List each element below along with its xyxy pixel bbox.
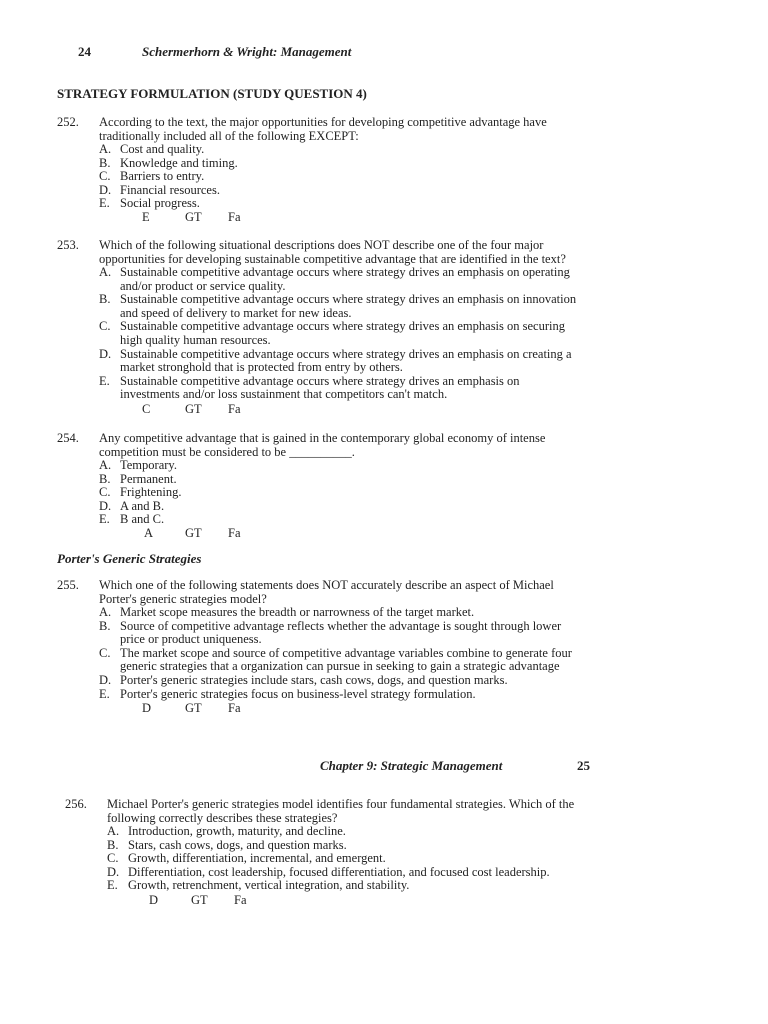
options-list: [99, 606, 572, 701]
chapter-title: Chapter 9: Strategic Management: [320, 758, 503, 773]
question-type: GT: [185, 526, 202, 540]
difficulty: Fa: [228, 526, 241, 540]
question-stem: Which of the following situational descriptions does NOT describe one of the four major opportunities for developing sustainable competitive advantage that are identified in the text?: [99, 238, 566, 266]
option-e: E. B and C.: [99, 512, 165, 527]
option-e: E. Growth, retrenchment, vertical integration, and stability.: [107, 878, 410, 893]
option-c: C. Barriers to entry.: [99, 169, 205, 184]
difficulty: Fa: [228, 402, 241, 416]
page-number-bottom: 25: [577, 758, 590, 773]
options-list: [99, 459, 181, 527]
options-list: [107, 825, 550, 893]
question-type: GT: [191, 893, 208, 907]
answer-key: D: [149, 893, 159, 907]
difficulty: Fa: [228, 210, 241, 224]
option-b: B. Knowledge and timing.: [99, 155, 238, 170]
section-title: STRATEGY FORMULATION (STUDY QUESTION 4): [57, 86, 367, 101]
option-c: C. Sustainable competitive advantage occurs where strategy drives an emphasis on securing high quality human resources.: [99, 319, 565, 347]
option-c: C. The market scope and source of competitive advantage variables combine to generate four generic strategies that a organization can pursue in seeking to gain a strategic advantage: [99, 645, 572, 674]
question-stem: Michael Porter's generic strategies model identifies four fundamental strategies. Which of the following correctly describes these strategies?: [107, 797, 575, 825]
question-number: 255.: [57, 578, 79, 592]
option-d: D. Sustainable competitive advantage occurs where strategy drives an emphasis on creating a market stronghold that is protected from entry by others.: [99, 346, 572, 375]
option-d: D. Differentiation, cost leadership, focused differentiation, and focused cost leadership.: [107, 864, 550, 879]
option-a: A. Introduction, growth, maturity, and decline.: [107, 824, 346, 838]
question-stem: Which one of the following statements does NOT accurately describe an aspect of Michael Porter's generic strategies model?: [99, 578, 554, 606]
difficulty: Fa: [234, 893, 247, 907]
question-number: 256.: [65, 797, 87, 811]
difficulty: Fa: [228, 701, 241, 715]
book-title: Schermerhorn & Wright: Management: [142, 44, 352, 59]
option-d: D. Porter's generic strategies include stars, cash cows, dogs, and question marks.: [99, 672, 508, 687]
option-b: B. Stars, cash cows, dogs, and question marks.: [107, 837, 347, 852]
option-c: C. Growth, differentiation, incremental, and emergent.: [107, 851, 386, 866]
question-number: 253.: [57, 238, 79, 252]
question-number: 254.: [57, 431, 79, 445]
option-d: D. A and B.: [99, 498, 165, 513]
option-d: D. Financial resources.: [99, 182, 220, 197]
option-e: E. Sustainable competitive advantage occurs where strategy drives an emphasis on investments and/or loss sustainment that competitors can't match.: [99, 373, 520, 402]
question-type: GT: [185, 402, 202, 416]
options-list: [99, 266, 576, 402]
option-a: A. Market scope measures the breadth or narrowness of the target market.: [99, 605, 475, 619]
options-list: [99, 143, 238, 211]
option-a: A. Temporary.: [99, 458, 177, 472]
option-b: B. Sustainable competitive advantage occurs where strategy drives an emphasis on innovation and speed of delivery to market for new ideas.: [99, 292, 577, 320]
option-a: A. Sustainable competitive advantage occurs where strategy drives an emphasis on operating and/or product or service quality.: [99, 265, 570, 293]
option-a: A. Cost and quality.: [99, 142, 205, 156]
option-c: C. Frightening.: [99, 485, 182, 500]
subsection-title: Porter's Generic Strategies: [57, 551, 202, 566]
answer-key: C: [142, 402, 151, 416]
question-stem: According to the text, the major opportunities for developing competitive advantage have traditionally included all of the following EXCEPT:: [99, 115, 547, 143]
answer-key: D: [142, 701, 152, 715]
answer-key: A: [144, 526, 154, 540]
option-e: E. Porter's generic strategies focus on business-level strategy formulation.: [99, 686, 476, 701]
question-type: GT: [185, 701, 202, 715]
question-type: GT: [185, 210, 202, 224]
option-b: B. Source of competitive advantage reflects whether the advantage is sought through lower price or product uniqueness.: [99, 618, 562, 647]
page-number-top: 24: [78, 44, 91, 59]
option-b: B. Permanent.: [99, 471, 177, 486]
option-e: E. Social progress.: [99, 196, 200, 211]
question-number: 252.: [57, 115, 79, 129]
answer-key: E: [142, 210, 150, 224]
question-stem: Any competitive advantage that is gained in the contemporary global economy of intense competition must be considered to be __________.: [99, 431, 546, 459]
